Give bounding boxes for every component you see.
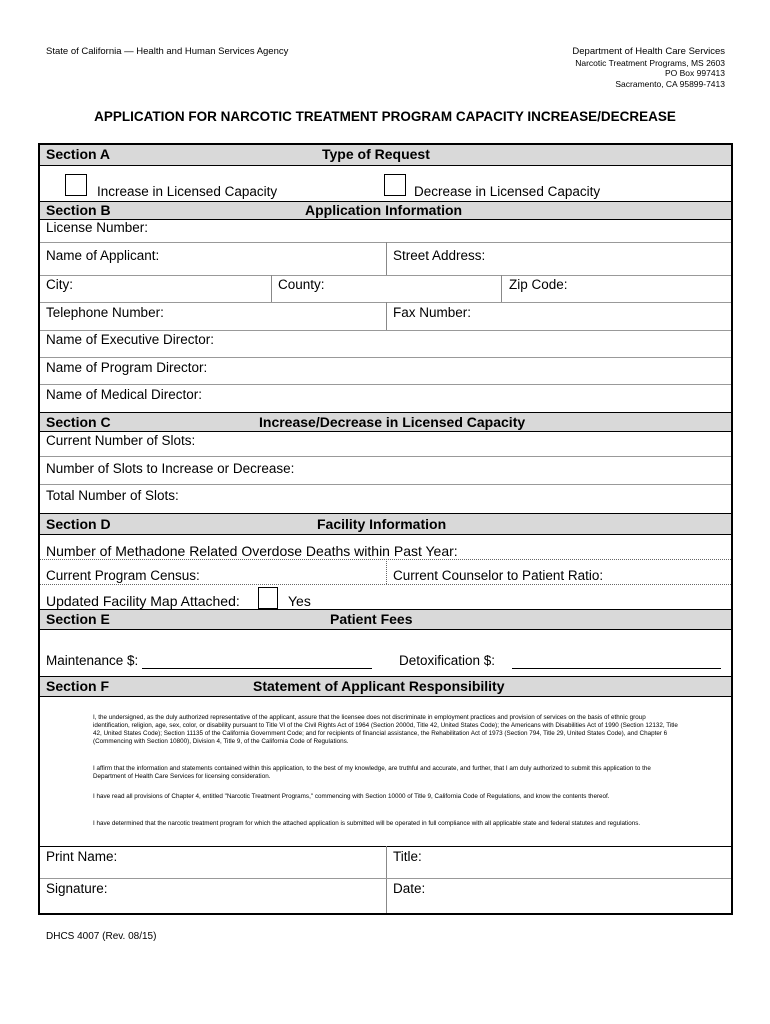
section-c-label: Section C xyxy=(46,414,111,430)
program-director-field[interactable]: Name of Program Director: xyxy=(46,360,208,375)
section-f-title: Statement of Applicant Responsibility xyxy=(253,678,505,694)
section-e-title: Patient Fees xyxy=(330,611,413,627)
signature-field[interactable]: Signature: xyxy=(46,881,108,896)
address-line-2: PO Box 997413 xyxy=(664,68,725,78)
section-c-header xyxy=(40,412,731,432)
section-d-label: Section D xyxy=(46,516,111,532)
address-line-3: Sacramento, CA 95899-7413 xyxy=(615,78,725,89)
medical-director-field[interactable]: Name of Medical Director: xyxy=(46,387,203,402)
section-f-label: Section F xyxy=(46,678,110,694)
decrease-capacity-checkbox[interactable] xyxy=(384,174,406,196)
facility-map-yes-label: Yes xyxy=(288,593,311,609)
statement-paragraph-2: I affirm that the information and statements contained within this application, to the best of my knowledge, are truthful and accurate, and further, that I am duly authorized to submit this application to the Department of Health Care Services for licensing consideration. xyxy=(93,765,651,780)
section-f-header xyxy=(40,676,731,697)
facility-map-label: Updated Facility Map Attached: xyxy=(46,593,240,609)
section-b-header xyxy=(40,201,731,220)
department-address xyxy=(572,46,725,89)
increase-capacity-checkbox[interactable] xyxy=(65,174,87,196)
address-line-1: Narcotic Treatment Programs, MS 2603 xyxy=(575,57,725,68)
maintenance-fee-input[interactable] xyxy=(142,668,372,669)
section-d-title: Facility Information xyxy=(317,516,447,532)
document-title: APPLICATION FOR NARCOTIC TREATMENT PROGRAM CAPACITY INCREASE/DECREASE xyxy=(94,109,676,124)
detoxification-fee-input[interactable] xyxy=(512,668,721,669)
section-c-title: Increase/Decrease in Licensed Capacity xyxy=(259,414,526,430)
section-a-title: Type of Request xyxy=(322,146,430,162)
facility-map-checkbox[interactable] xyxy=(258,587,278,609)
license-number-field[interactable]: License Number: xyxy=(46,220,149,235)
statement-paragraph-3: I have read all provisions of Chapter 4, entitled "Narcotic Treatment Programs," commencing with Section 10000 of Title 9, California Code of Regulations, and know the contents thereof. xyxy=(93,793,610,800)
detoxification-fee-label: Detoxification $: xyxy=(399,653,496,668)
section-b-title: Application Information xyxy=(305,202,463,218)
city-field[interactable]: City: xyxy=(46,277,73,292)
title-field[interactable]: Title: xyxy=(393,849,422,864)
form-number: DHCS 4007 (Rev. 08/15) xyxy=(46,931,157,942)
section-e-header xyxy=(40,609,731,630)
slots-change-field[interactable]: Number of Slots to Increase or Decrease: xyxy=(46,461,295,476)
statement-paragraph-1: I, the undersigned, as the duly authorized representative of the applicant, assure that the licensee does not discriminate in employment practices and provision of services on the basis of ethnic group identification, religion, age, sex, color, or disability pursuant to Title VI of the Civil Rights Act of 1964 (Section 2000d, Title 42, United States Code); the Americans with Disabilities Act of 1990 (Section 12132, Title 42, United States Code); Section 11135 of the California Government Code; and for recipients of financial assistance, the Rehabilitation Act of 1973 (Section 794, Title 29, United States Code), and Chapter 6 (Commencing with Section 10800), Division 4, Title 9, of the California Code of Regulations. xyxy=(93,714,678,745)
agency-name: State of California — Health and Human Services Agency xyxy=(46,46,289,57)
department-name: Department of Health Care Services xyxy=(572,46,725,57)
counselor-ratio-field[interactable]: Current Counselor to Patient Ratio: xyxy=(393,568,604,583)
date-field[interactable]: Date: xyxy=(393,881,426,896)
section-e-label: Section E xyxy=(46,611,110,627)
telephone-number-field[interactable]: Telephone Number: xyxy=(46,305,164,320)
executive-director-field[interactable]: Name of Executive Director: xyxy=(46,332,215,347)
current-slots-field[interactable]: Current Number of Slots: xyxy=(46,433,196,448)
street-address-field[interactable]: Street Address: xyxy=(393,248,486,263)
county-field[interactable]: County: xyxy=(278,277,325,292)
program-census-field[interactable]: Current Program Census: xyxy=(46,568,200,583)
decrease-capacity-label: Decrease in Licensed Capacity xyxy=(414,184,601,199)
overdose-deaths-field[interactable]: Number of Methadone Related Overdose Deaths within Past Year: xyxy=(46,543,458,559)
section-a-label: Section A xyxy=(46,146,111,162)
maintenance-fee-label: Maintenance $: xyxy=(46,653,139,668)
zip-code-field[interactable]: Zip Code: xyxy=(509,277,568,292)
fax-number-field[interactable]: Fax Number: xyxy=(393,305,472,320)
statement-paragraph-4: I have determined that the narcotic treatment program for which the attached application is submitted will be operated in full compliance with all applicable state and federal statutes and regulations. xyxy=(93,820,641,827)
section-b-label: Section B xyxy=(46,202,111,218)
total-slots-field[interactable]: Total Number of Slots: xyxy=(46,488,179,503)
print-name-field[interactable]: Print Name: xyxy=(46,849,118,864)
section-d-header xyxy=(40,513,731,535)
application-form xyxy=(38,143,733,915)
applicant-name-field[interactable]: Name of Applicant: xyxy=(46,248,160,263)
increase-capacity-label: Increase in Licensed Capacity xyxy=(97,184,278,199)
section-a-header xyxy=(40,145,731,166)
